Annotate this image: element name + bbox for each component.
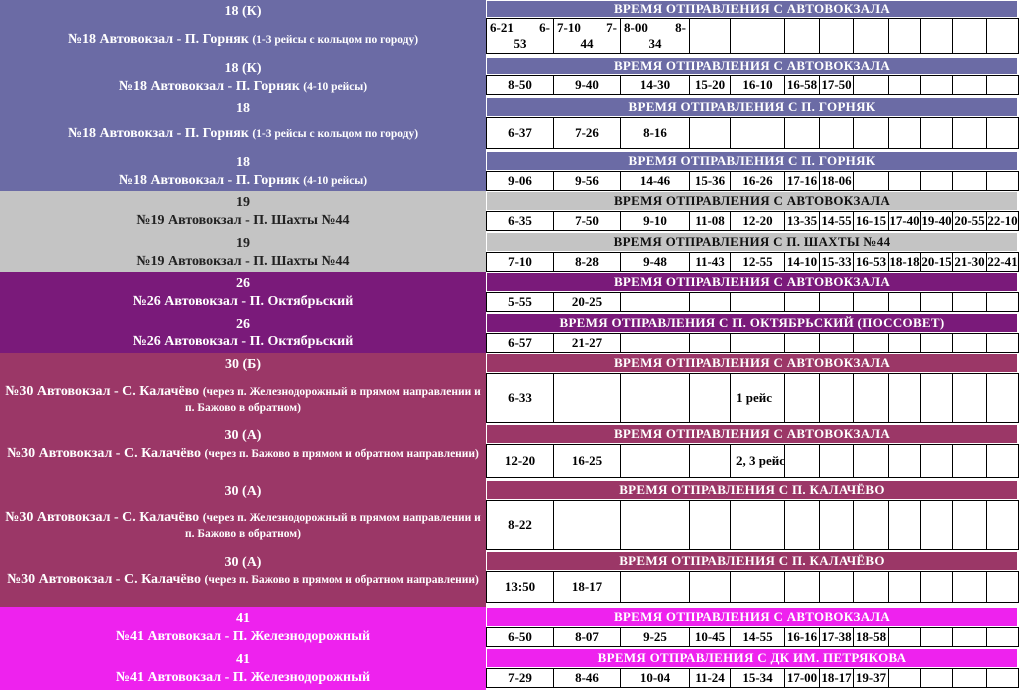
departure-header: ВРЕМЯ ОТПРАВЛЕНИЯ С АВТОВОКЗАЛА <box>486 272 1018 292</box>
time-cell <box>819 444 854 478</box>
time-cell <box>620 500 690 550</box>
time-cell <box>620 444 690 478</box>
route-name <box>4 446 482 462</box>
route-number: 18 (К) <box>224 61 262 76</box>
time-cell <box>920 292 953 312</box>
time-cell <box>920 373 953 423</box>
time-cell: 17-40 <box>888 211 921 231</box>
route-cell <box>0 353 486 424</box>
time-cell: 9-25 <box>620 627 690 647</box>
time-cell <box>986 668 1019 688</box>
time-cell <box>819 18 854 54</box>
time-cell: 8-50 <box>486 75 554 95</box>
time-cell <box>986 627 1019 647</box>
time-cell: 8-28 <box>553 252 621 272</box>
time-cell <box>920 500 953 550</box>
time-cell <box>784 292 820 312</box>
route-cell <box>0 191 486 232</box>
time-cell: 18-17 <box>819 668 854 688</box>
time-cell: 16-53 <box>853 252 889 272</box>
time-cell: 8-22 <box>486 500 554 550</box>
route-name <box>4 572 482 588</box>
time-cell <box>853 18 889 54</box>
route-title: №41 Автовокзал - П. Железнодорожный <box>115 629 371 644</box>
route-number: 19 <box>236 236 250 251</box>
time-cell <box>819 117 854 149</box>
route-name <box>4 213 482 229</box>
route-name <box>4 173 482 189</box>
time-cell: 19-37 <box>853 668 889 688</box>
route-note: (1-3 рейсы с кольцом по городу) <box>252 128 419 140</box>
time-cell-bottom: 53 <box>513 36 527 51</box>
time-cell-bottom: 34 <box>648 36 662 51</box>
time-cell <box>888 627 921 647</box>
route-note: (через п. Железнодорожный в прямом направлении и п. Бажово в обратном) <box>185 386 481 414</box>
departure-header: ВРЕМЯ ОТПРАВЛЕНИЯ С АВТОВОКЗАЛА <box>486 191 1018 211</box>
time-cell <box>853 117 889 149</box>
time-cell <box>853 571 889 603</box>
time-cell <box>888 500 921 550</box>
time-cell <box>952 292 987 312</box>
time-cell: 20-55 <box>952 211 987 231</box>
time-cell: 7-50 <box>553 211 621 231</box>
time-cell <box>620 333 690 353</box>
time-cell: 20-25 <box>553 292 621 312</box>
time-cont: 7- <box>606 20 617 35</box>
time-cell <box>784 18 820 54</box>
time-cell <box>952 117 987 149</box>
time-cell: 15-20 <box>689 75 731 95</box>
departure-header: ВРЕМЯ ОТПРАВЛЕНИЯ С П. ГОРНЯК <box>486 151 1018 171</box>
time-cell <box>620 373 690 423</box>
time-cell <box>620 18 690 54</box>
time-cell: 14-55 <box>819 211 854 231</box>
time-cell <box>553 500 621 550</box>
time-cell: 6-57 <box>486 333 554 353</box>
time-cell <box>853 444 889 478</box>
route-cell <box>0 480 486 551</box>
route-cell <box>0 607 486 648</box>
route-note: (через п. Железнодорожный в прямом направлении и п. Бажово в обратном) <box>185 512 481 540</box>
time-cell <box>986 571 1019 603</box>
route-note: (1-3 рейсы с кольцом по городу) <box>252 34 419 46</box>
time-cell: 5-55 <box>486 292 554 312</box>
route-note: (4-10 рейсы) <box>303 81 368 93</box>
route-name <box>4 670 482 686</box>
route-cell <box>0 0 486 57</box>
route-number: 30 (А) <box>224 484 262 499</box>
time-cell <box>920 18 953 54</box>
time-cell <box>986 171 1019 191</box>
route-number: 41 <box>236 652 250 667</box>
time-cell: 7-10 <box>486 252 554 272</box>
time-cell: 14-55 <box>730 627 785 647</box>
route-title: №30 Автовокзал - С. Калачёво <box>5 510 200 525</box>
time-cell <box>888 75 921 95</box>
time-cell: 17-50 <box>819 75 854 95</box>
time-cell: 9-56 <box>553 171 621 191</box>
time-cell <box>888 171 921 191</box>
departure-header: ВРЕМЯ ОТПРАВЛЕНИЯ С АВТОВОКЗАЛА <box>486 607 1018 627</box>
time-cell: 8-16 <box>620 117 690 149</box>
time-cell: 17-38 <box>819 627 854 647</box>
time-cell <box>853 292 889 312</box>
departure-header: ВРЕМЯ ОТПРАВЛЕНИЯ С АВТОВОКЗАЛА <box>486 424 1018 444</box>
time-cell <box>819 500 854 550</box>
time-cell <box>730 117 785 149</box>
time-cell <box>730 500 785 550</box>
time-cell <box>486 18 554 54</box>
time-cell <box>986 500 1019 550</box>
time-cell: 9-10 <box>620 211 690 231</box>
route-number: 19 <box>236 195 250 210</box>
time-cell-bottom: 44 <box>580 36 594 51</box>
time-cell: 11-43 <box>689 252 731 272</box>
route-name <box>4 384 482 416</box>
time-cell: 21-30 <box>952 252 987 272</box>
route-name <box>4 254 482 270</box>
route-name <box>4 294 482 310</box>
time-cell <box>730 292 785 312</box>
route-title: №26 Автовокзал - П. Октябрьский <box>132 334 354 349</box>
time-cell: 14-10 <box>784 252 820 272</box>
time-cell <box>553 373 621 423</box>
time-cell: 10-45 <box>689 627 731 647</box>
time-cell: 16-16 <box>784 627 820 647</box>
route-note: (через п. Бажово в прямом и обратном направлении) <box>204 574 479 586</box>
time-cell: 14-30 <box>620 75 690 95</box>
time-cell: 10-04 <box>620 668 690 688</box>
time-cell <box>853 333 889 353</box>
time-cell <box>986 75 1019 95</box>
time-cell <box>952 444 987 478</box>
route-title: №18 Автовокзал - П. Горняк <box>67 32 249 47</box>
time-cell: 14-46 <box>620 171 690 191</box>
time-cell <box>952 75 987 95</box>
route-name <box>4 79 482 95</box>
route-name <box>4 629 482 645</box>
time-cell <box>952 18 987 54</box>
time-cell: 16-58 <box>784 75 820 95</box>
time-cell: 15-33 <box>819 252 854 272</box>
time-cont: 8- <box>675 20 686 35</box>
time-cell <box>888 333 921 353</box>
time-cell-top <box>624 21 686 35</box>
route-title: №41 Автовокзал - П. Железнодорожный <box>115 670 371 685</box>
time-cell <box>620 571 690 603</box>
time-cell <box>986 292 1019 312</box>
route-title: №18 Автовокзал - П. Горняк <box>118 173 300 188</box>
departure-header: ВРЕМЯ ОТПРАВЛЕНИЯ С П. КАЛАЧЁВО <box>486 480 1018 500</box>
route-name <box>4 510 482 542</box>
time-cell <box>853 373 889 423</box>
route-number: 30 (А) <box>224 428 262 443</box>
route-number: 30 (А) <box>224 555 262 570</box>
time-cell <box>888 668 921 688</box>
time-cell: 21-27 <box>553 333 621 353</box>
time-cell <box>888 292 921 312</box>
route-number: 41 <box>236 611 250 626</box>
time-cell <box>920 444 953 478</box>
time-cell <box>689 571 731 603</box>
route-title: №18 Автовокзал - П. Горняк <box>118 79 300 94</box>
route-title: №30 Автовокзал - С. Калачёво <box>7 572 202 587</box>
time-cell <box>853 75 889 95</box>
time-cell <box>952 333 987 353</box>
time-cell <box>819 333 854 353</box>
time-cell <box>920 668 953 688</box>
route-cell <box>0 97 486 151</box>
time-cell <box>952 571 987 603</box>
route-number: 18 (К) <box>224 4 262 19</box>
time-cell <box>952 500 987 550</box>
trip-note: 1 рейс <box>736 390 773 405</box>
time-cell <box>784 500 820 550</box>
route-number: 26 <box>236 317 250 332</box>
time-cell <box>888 444 921 478</box>
departure-header: ВРЕМЯ ОТПРАВЛЕНИЯ С П. КАЛАЧЁВО <box>486 551 1018 571</box>
route-cell <box>0 57 486 97</box>
route-title: №30 Автовокзал - С. Калачёво <box>5 384 200 399</box>
time-cell: 12-20 <box>486 444 554 478</box>
time-cell <box>730 333 785 353</box>
route-number: 30 (Б) <box>224 357 262 372</box>
time-main: 6-21 <box>490 20 514 35</box>
time-cell: 13-35 <box>784 211 820 231</box>
departure-header: ВРЕМЯ ОТПРАВЛЕНИЯ С АВТОВОКЗАЛА <box>486 0 1018 18</box>
time-cell: 15-36 <box>689 171 731 191</box>
time-cell: 7-26 <box>553 117 621 149</box>
trip-note: 2, 3 рейс <box>736 453 786 468</box>
time-cont: 6- <box>539 20 550 35</box>
time-cell: 9-06 <box>486 171 554 191</box>
time-cell: 18-17 <box>553 571 621 603</box>
time-cell <box>689 373 731 423</box>
departure-header: ВРЕМЯ ОТПРАВЛЕНИЯ С П. ШАХТЫ №44 <box>486 232 1018 252</box>
time-cell <box>952 373 987 423</box>
time-cell: 19-40 <box>920 211 953 231</box>
route-cell <box>0 272 486 313</box>
time-cell: 11-08 <box>689 211 731 231</box>
time-cell: 6-35 <box>486 211 554 231</box>
route-note: (4-10 рейсы) <box>303 175 368 187</box>
time-cell <box>920 75 953 95</box>
time-cell <box>920 333 953 353</box>
time-cell <box>819 373 854 423</box>
route-number: 26 <box>236 276 250 291</box>
time-cell-top <box>490 21 550 35</box>
time-cell: 18-06 <box>819 171 854 191</box>
time-cell <box>819 571 854 603</box>
time-cell: 9-48 <box>620 252 690 272</box>
time-cell <box>952 627 987 647</box>
time-cell <box>553 18 621 54</box>
time-cell <box>689 18 731 54</box>
time-cell: 11-24 <box>689 668 731 688</box>
time-cell: 17-00 <box>784 668 820 688</box>
time-cell <box>689 292 731 312</box>
time-cell: 13:50 <box>486 571 554 603</box>
time-cell <box>784 444 820 478</box>
route-number: 18 <box>236 155 250 170</box>
time-cell <box>986 333 1019 353</box>
time-cell <box>888 571 921 603</box>
time-cell: 8-07 <box>553 627 621 647</box>
route-title: №19 Автовокзал - П. Шахты №44 <box>136 213 350 228</box>
time-cell: 9-40 <box>553 75 621 95</box>
time-cell: 16-25 <box>553 444 621 478</box>
route-cell <box>0 151 486 191</box>
route-name <box>4 126 482 142</box>
time-cell <box>730 18 785 54</box>
time-cell <box>986 18 1019 54</box>
time-cell: 12-55 <box>730 252 785 272</box>
time-cell <box>784 333 820 353</box>
time-cell <box>986 373 1019 423</box>
time-cell: 12-20 <box>730 211 785 231</box>
time-cell <box>730 571 785 603</box>
route-title: №19 Автовокзал - П. Шахты №44 <box>136 254 350 269</box>
time-cell: 16-26 <box>730 171 785 191</box>
time-cell <box>689 117 731 149</box>
time-main: 7-10 <box>557 20 581 35</box>
time-cell <box>952 668 987 688</box>
departure-header: ВРЕМЯ ОТПРАВЛЕНИЯ С П. ОКТЯБРЬСКИЙ (ПОССОВЕТ) <box>486 313 1018 333</box>
departure-header: ВРЕМЯ ОТПРАВЛЕНИЯ С ДК ИМ. ПЕТРЯКОВА <box>486 648 1018 668</box>
time-cell <box>888 373 921 423</box>
route-cell <box>0 313 486 353</box>
time-cell <box>888 117 921 149</box>
time-cell <box>920 571 953 603</box>
time-cell <box>986 444 1019 478</box>
departure-header: ВРЕМЯ ОТПРАВЛЕНИЯ С АВТОВОКЗАЛА <box>486 57 1018 75</box>
route-cell <box>0 648 486 690</box>
time-cell <box>920 627 953 647</box>
time-cell-top <box>557 21 617 35</box>
time-cell <box>689 500 731 550</box>
route-number: 18 <box>236 101 250 116</box>
route-cell <box>0 424 486 480</box>
route-name <box>4 32 482 48</box>
time-cell <box>920 171 953 191</box>
time-cell: 18-58 <box>853 627 889 647</box>
time-cell: 22-10 <box>986 211 1019 231</box>
time-cell: 18-18 <box>888 252 921 272</box>
time-cell <box>888 18 921 54</box>
time-cell <box>689 444 731 478</box>
time-cell <box>819 292 854 312</box>
time-cell: 16-10 <box>730 75 785 95</box>
time-cell: 22-41 <box>986 252 1019 272</box>
departure-header: ВРЕМЯ ОТПРАВЛЕНИЯ С П. ГОРНЯК <box>486 97 1018 117</box>
time-cell: 15-34 <box>730 668 785 688</box>
time-cell <box>920 117 953 149</box>
time-cell: 17-16 <box>784 171 820 191</box>
time-cell <box>986 117 1019 149</box>
time-cell <box>853 500 889 550</box>
time-cell: 20-15 <box>920 252 953 272</box>
route-title: №30 Автовокзал - С. Калачёво <box>7 446 202 461</box>
time-cell <box>689 333 731 353</box>
time-main: 8-00 <box>624 20 648 35</box>
route-note: (через п. Бажово в прямом и обратном направлении) <box>204 448 479 460</box>
time-cell <box>952 171 987 191</box>
route-title: №18 Автовокзал - П. Горняк <box>67 126 249 141</box>
time-cell: 16-15 <box>853 211 889 231</box>
time-cell: 6-37 <box>486 117 554 149</box>
route-cell <box>0 232 486 272</box>
time-cell: 8-46 <box>553 668 621 688</box>
route-title: №26 Автовокзал - П. Октябрьский <box>132 294 354 309</box>
time-cell <box>784 373 820 423</box>
time-cell: 6-33 <box>486 373 554 423</box>
time-cell <box>784 117 820 149</box>
time-cell: 6-50 <box>486 627 554 647</box>
route-cell <box>0 551 486 607</box>
time-cell: 7-29 <box>486 668 554 688</box>
departure-header: ВРЕМЯ ОТПРАВЛЕНИЯ С АВТОВОКЗАЛА <box>486 353 1018 373</box>
time-cell <box>784 571 820 603</box>
route-name <box>4 334 482 350</box>
time-cell <box>853 171 889 191</box>
time-cell <box>620 292 690 312</box>
